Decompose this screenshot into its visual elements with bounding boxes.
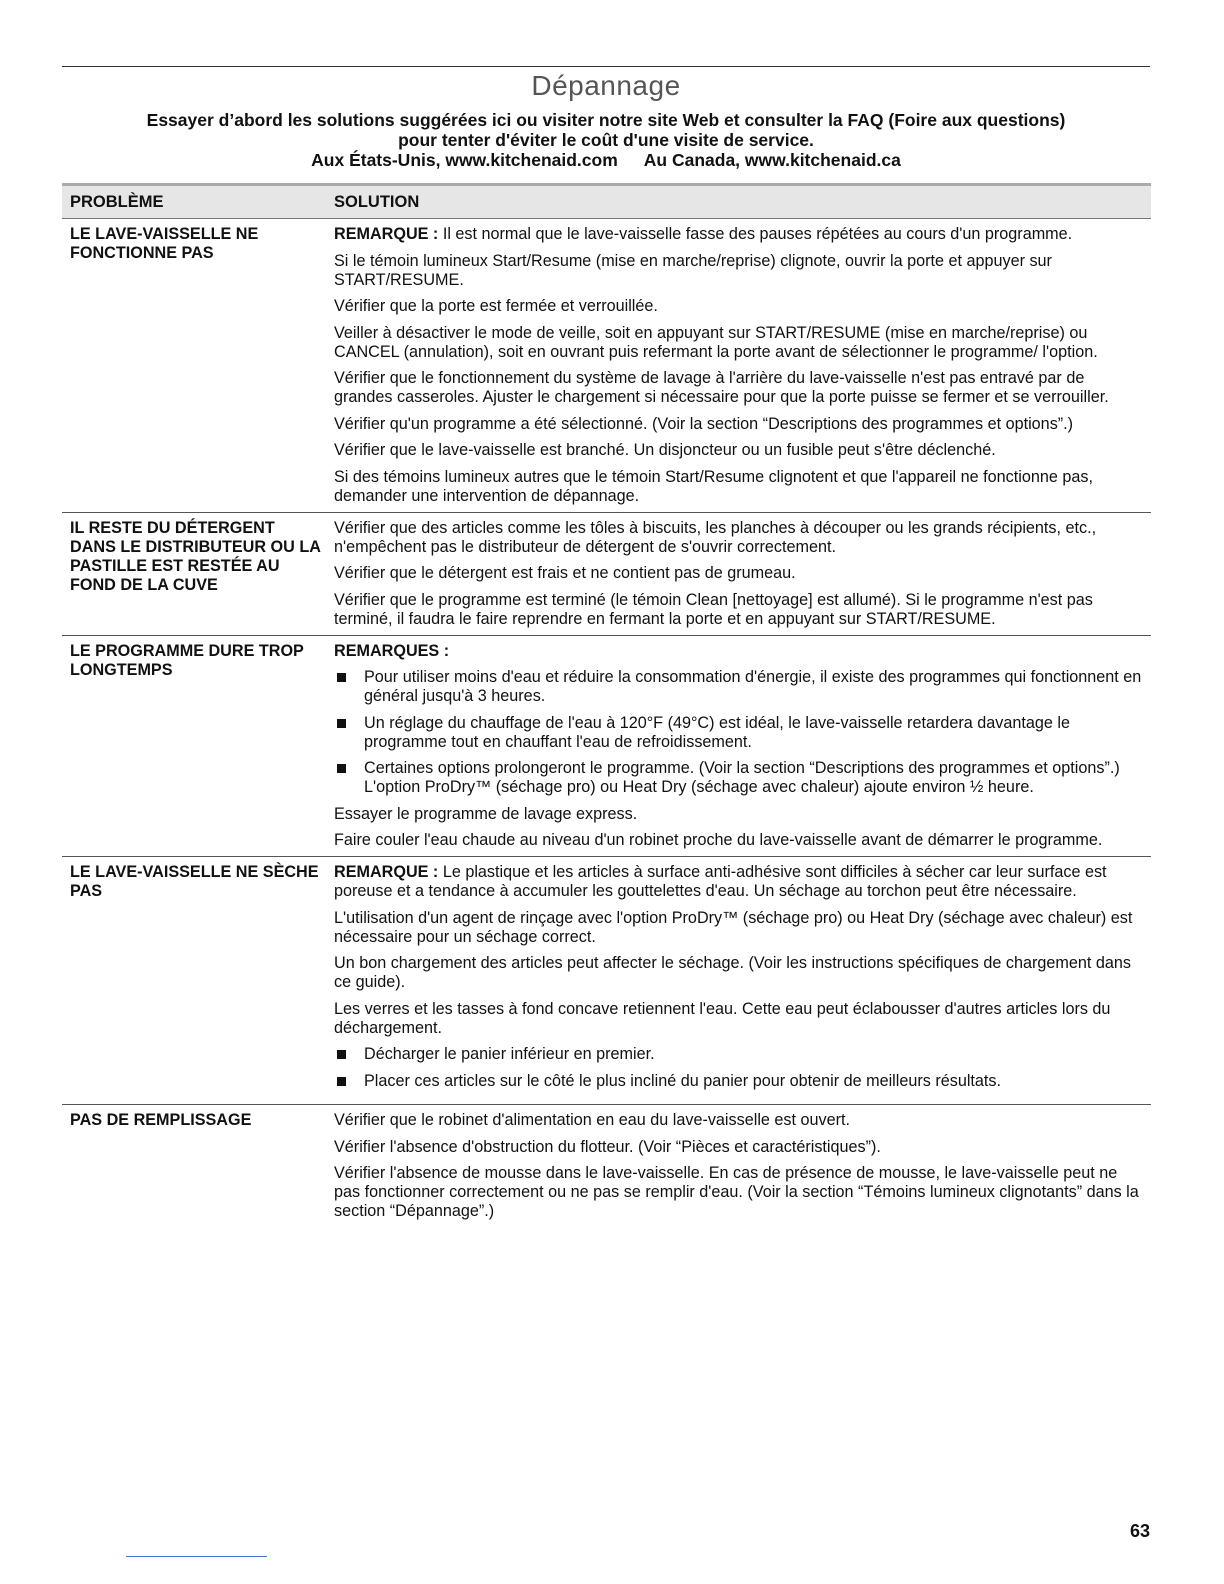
solution-paragraph: Vérifier que le programme est terminé (le témoin Clean [nettoyage] est allumé). Si le programme n'est pas terminé, il faudra le faire reprendre en fermant la porte et en appuyant sur START/RESUME. [334,590,1093,628]
solution-paragraph: Veiller à désactiver le mode de veille, soit en appuyant sur START/RESUME (mise en marche/reprise) ou CANCEL (annulation), soit en ouvrant puis refermant la porte avant de sélectionner le programme/ l'option. [334,323,1098,361]
footer-rule [126,1556,267,1557]
solution-paragraph: Vérifier qu'un programme a été sélectionné. (Voir la section “Descriptions des programmes et options”.) [334,414,1074,433]
solution-bullet: Placer ces articles sur le côté le plus incliné du panier pour obtenir de meilleurs résultats. [334,1072,1143,1091]
header-problem: PROBLÈME [62,185,325,219]
solution-note [334,225,1143,244]
solution-note [334,863,1143,901]
us-website: Aux États-Unis, www.kitchenaid.com [311,150,618,170]
table-row [62,219,1151,513]
solution-paragraph: Vérifier que la porte est fermée et verrouillée. [334,297,658,315]
solution-cell [325,219,1151,513]
note-label: REMARQUE : [334,863,439,881]
table-row [62,635,1151,857]
solution-paragraph: Un bon chargement des articles peut affecter le séchage. (Voir les instructions spécifiques de chargement dans ce guide). [334,954,1131,991]
intro-sites [62,150,1150,170]
solution-cell [325,512,1151,635]
solution-paragraph: Les verres et les tasses à fond concave retiennent l'eau. Cette eau peut éclabousser d'autres articles lors du déchargement. [334,999,1111,1037]
solution-paragraph: Faire couler l'eau chaude au niveau d'un robinet proche du lave-vaisselle avant de démarrer le programme. [334,831,1103,849]
note-text: Il est normal que le lave-vaisselle fasse des pauses répétées au cours d'un programme. [438,225,1073,243]
table-row [62,857,1151,1105]
problem-cell: IL RESTE DU DÉTERGENT DANS LE DISTRIBUTEUR OU LA PASTILLE EST RESTÉE AU FOND DE LA CUVE [62,512,325,635]
intro [62,110,1150,170]
solution-paragraph: Vérifier l'absence d'obstruction du flotteur. (Voir “Pièces et caractéristiques”). [334,1137,881,1156]
solution-paragraph: Si des témoins lumineux autres que le témoin Start/Resume clignotent et que l'appareil ne fonctionne pas, demander une intervention de dépannage. [334,467,1093,505]
table-header-row [62,185,1151,219]
solution-paragraph: Vérifier l'absence de mousse dans le lave-vaisselle. En cas de présence de mousse, le lave-vaisselle peut ne pas fonctionner correctement ou ne pas se remplir d'eau. (Voir la section “Témoins lumineux clignotants” dans la section “Dépannage”.) [334,1164,1139,1220]
solution-paragraph: Essayer le programme de lavage express. [334,804,638,823]
solution-paragraph: Vérifier que le détergent est frais et ne contient pas de grumeau. [334,564,796,582]
header-solution: SOLUTION [325,185,1151,219]
solution-bullet: Un réglage du chauffage de l'eau à 120°F (49°C) est idéal, le lave-vaisselle retardera davantage le programme tout en chauffant l'eau de refroidissement. [334,714,1143,752]
canada-website: Au Canada, www.kitchenaid.ca [643,150,901,170]
intro-line-1: Essayer d’abord les solutions suggérées ici ou visiter notre site Web et consulter la FAQ (Foire aux questions) [146,110,1066,130]
top-rule [62,66,1150,67]
solution-cell [325,1105,1151,1228]
troubleshooting-table [62,183,1151,1227]
note-label: REMARQUE : [334,225,439,243]
table-row [62,1105,1151,1228]
page-number: 63 [1129,1521,1150,1541]
note-text: Le plastique et les articles à surface anti-adhésive sont difficiles à sécher car leur surface est poreuse et a tendance à accumuler les gouttelettes d'eau. Un séchage au torchon peut être nécessaire. [334,863,1107,900]
problem-cell: PAS DE REMPLISSAGE [70,1111,252,1129]
solution-paragraph: Vérifier que le robinet d'alimentation en eau du lave-vaisselle est ouvert. [334,1111,850,1129]
problem-cell: LE LAVE-VAISSELLE NE FONCTIONNE PAS [62,219,325,513]
solution-paragraph: Vérifier que des articles comme les tôles à biscuits, les planches à découper ou les grands récipients, etc., n'empêchent pas le distributeur de détergent de s'ouvrir correctement. [334,518,1097,556]
solution-paragraph: Vérifier que le fonctionnement du système de lavage à l'arrière du lave-vaisselle n'est pas entravé par de grandes casseroles. Ajuster le chargement si nécessaire pour que la porte puisse se fermer et se verrouiller. [334,369,1109,406]
solution-bullet: Certaines options prolongeront le programme. (Voir la section “Descriptions des programmes et options”.) L'option ProDry™ (séchage pro) ou Heat Dry (séchage avec chaleur) ajoute environ ½ heure. [334,759,1143,797]
intro-line-2: pour tenter d'éviter le coût d'une visite de service. [398,130,814,150]
problem-cell: LE LAVE-VAISSELLE NE SÈCHE PAS [62,857,325,1105]
solution-bullet: Décharger le panier inférieur en premier. [334,1045,1143,1064]
page-title: Dépannage [531,70,681,101]
table-body [62,219,1151,1228]
solution-cell [325,635,1151,857]
solution-cell [325,857,1151,1105]
solution-paragraph: L'utilisation d'un agent de rinçage avec l'option ProDry™ (séchage pro) ou Heat Dry (séchage avec chaleur) est nécessaire pour un séchage correct. [334,908,1133,946]
solution-bullet: Pour utiliser moins d'eau et réduire la consommation d'énergie, il existe des programmes qui fonctionnent en général jusqu'à 3 heures. [334,668,1143,706]
solution-heading: REMARQUES : [334,641,450,660]
solution-paragraph: Vérifier que le lave-vaisselle est branché. Un disjoncteur ou un fusible peut s'être déclenché. [334,441,996,459]
solution-paragraph: Si le témoin lumineux Start/Resume (mise en marche/reprise) clignote, ouvrir la porte et appuyer sur START/RESUME. [334,251,1052,289]
problem-cell: LE PROGRAMME DURE TROP LONGTEMPS [62,635,325,857]
table-row [62,512,1151,635]
